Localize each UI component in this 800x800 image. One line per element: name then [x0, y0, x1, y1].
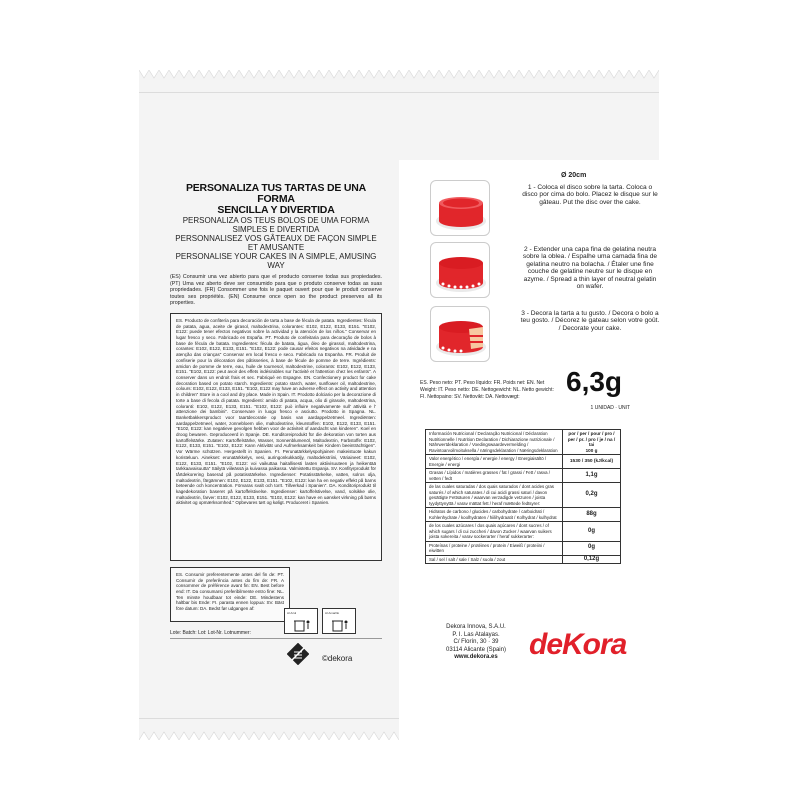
- nutrient-label: Grasas / Lípidos / matières grasses / fat / grassi / Fett / rasva / vetten / fedt: [426, 469, 563, 483]
- nutrient-label: de las cuales saturadas / dos quais saturados / dont acides gras saturés / of which saturates / di cui acidi grassi saturi / davon gesättigte Fettsäuren / waarvan verzadigde vetzuren / joista tyydyttynyttä / varav mättat fett / heraf mættede fedtsyrer:: [426, 483, 563, 508]
- bag-seam-top: [139, 92, 659, 93]
- nutrient-value: 1,1g: [563, 469, 621, 483]
- not-for-kids-icon: [287, 643, 309, 665]
- table-row: [426, 483, 621, 508]
- step-2-image: [430, 242, 490, 298]
- cake-icon: [431, 181, 490, 236]
- nutrition-header-value: [563, 430, 621, 455]
- nutrient-value: 0,12g: [563, 555, 621, 564]
- bin-icon: [293, 618, 311, 632]
- nutrient-label: Proteínas / proteine / protéines / protein / Eiweiß / proteiini / eiwitten: [426, 541, 563, 555]
- recycle-blue-label: Al Azul: [287, 611, 297, 615]
- table-row: [426, 541, 621, 555]
- nutrient-value: 88g: [563, 508, 621, 522]
- headline-pt-2: SIMPLES E DIVERTIDA: [232, 225, 320, 234]
- storage-claims: (ES) Consumir una vez abierto para que el producto conserve todas sus propiedades. (PT) Uma vez aberto deve ser consumido para que o produto conserve todas as suas propriedades. (FR) Consommer une fois le paquet ouvert pour que le produit conserve toutes ses propriétés. (EN) Consume once open so the product preserves all its properties.: [170, 274, 382, 307]
- size-tag: Ø 20cm: [561, 172, 587, 179]
- nutrient-value: 0g: [563, 541, 621, 555]
- nutrient-value: 1530 / 350 (kJ/kcal): [563, 455, 621, 469]
- nutrient-label: Hidratos de carbono / glucides / carbohydrate / carboidrati / Kohlenhydrate / koolhydraten / hiilihydraatit / Kolhydrat / kulhydrat: [426, 508, 563, 522]
- bag-zigzag-top: [139, 70, 659, 80]
- company-line-3: C/ Florín, 30 · 39: [453, 639, 499, 645]
- table-row: [426, 555, 621, 564]
- company-line-4: 03114 Alicante (Spain): [446, 646, 506, 653]
- nutrient-label: Sal / sel / salt / sale / Salz / suola / zout: [426, 555, 563, 564]
- company-website: www.dekora.es: [454, 654, 498, 660]
- instruction-step-3: [430, 306, 660, 366]
- dekora-logo: deKora: [529, 628, 627, 661]
- copyright: ©dekora: [322, 654, 353, 663]
- nutrient-label: de los cuales azúcares / dos quais açúcares / dont sucres / of which sugars / di cui zuccheri / davon Zucker / waarvan suikers joista sokereita / varav sockerarter / heraf sukkerarter:: [426, 522, 563, 542]
- step-2-text: 2 - Extender una capa fina de gelatina neutra sobre la oblea. / Espalhe uma camada fina de gelatina neutro na bolacha. / Étaler une fine couche de gelatine neutre sur le disque en azyme. / Spread a thin layer of neutral gelatin on wafer.: [522, 246, 658, 291]
- nutrition-header-label: Información Nutricional / Declaração Nutricional / Déclaration Nutritionnelle / Nutrition Declaration / Dichiarazione nutrizionale / Nährwertdeklaration / Voedingswaardevermelding / Ravintoarvoilmoituksella / näringsdeklaration / Næringsdeklaration: [429, 431, 558, 453]
- table-row: [426, 455, 621, 469]
- cake-icon: [431, 243, 490, 298]
- headline-es-1: PERSONALIZA TUS TARTAS DE UNA FORMA: [185, 182, 367, 205]
- company-name: Dekora Innova, S.A.U.: [446, 624, 506, 630]
- step-3-image: [430, 306, 490, 362]
- company-address: [431, 624, 521, 662]
- best-before-box: ES. Consumir preferentemente antes del fin de: PT. Consumir de preferência antes do fim de: FR. A consommer de préférence avant fin: EN. Best before end: IT. Da consumarsi preferibilmente entro fine: NL. Ten minste houdbaar tot einde: DE. Mindestens haltbar bis Ende: FI. parasta ennen loppua: SV. Bäst före datum: DA. Bedst før udgangen af:: [170, 567, 290, 622]
- headline-es-2: SENCILLA Y DIVERTIDA: [217, 204, 335, 216]
- recycle-icons: [284, 608, 356, 634]
- headline-pt-1: PERSONALIZA OS TEUS BOLOS DE UMA FORMA: [182, 216, 370, 225]
- table-row: [426, 522, 621, 542]
- table-row: [426, 508, 621, 522]
- step-1-text: 1 - Coloca el disco sobre la tarta. Coloca o disco por cima do bolo. Placez le disque sur le gâteau. Put the disc over the cake.: [522, 184, 658, 206]
- headline-en: PERSONALISE YOUR CAKES IN A SIMPLE, AMUSING WAY: [175, 252, 377, 270]
- nutrition-header-per: por / per / pour / pro / per / pr. / pro / je / na / tai: [567, 431, 616, 447]
- nutrient-label: Valor energético / energía / energie / energy / Energiaisältö / Energie / energi: [426, 455, 563, 469]
- net-weight-value: 6,3g: [566, 366, 623, 397]
- nutrient-value: 0g: [563, 522, 621, 542]
- unit-label: 1 UNIDAD · UNIT: [590, 405, 630, 411]
- recycle-blue-icon: [284, 608, 318, 634]
- instruction-step-1: [430, 180, 658, 240]
- instruction-step-2: [430, 242, 658, 302]
- nutrient-value: 0,2g: [563, 483, 621, 508]
- headline-fr: PERSONNALISEZ VOS GÂTEAUX DE FAÇON SIMPLE ET AMUSANTE: [175, 234, 377, 252]
- lot-label: Lote: Batch: Lot: Lot-Nr. Lotnummer:: [170, 629, 251, 636]
- net-weight-text: ES. Peso neto: PT. Peso líquido: FR. Poids net: EN. Net Weight: IT. Peso netto: DE. Nettogewicht: NL. Netto gewicht: FI. Nettopaino: SV. Nettovikt: DA. Nettovægt:: [420, 380, 554, 400]
- nutrition-header-amount: 100 g: [585, 447, 598, 453]
- ingredients-box: ES. Producto de confitería para decoración de tarta a base de fécula de patata. Ingredientes: fécula de patata, agua, aceite de girasol, maltodextrina, colorantes: E102, E122, E133, E151. "E102, E122: puede tener efectos negativos sobre la actividad y la atención de los niños." Conservar en lugar fresco y seco. Fabricado en España. PT. Produto de confeitaria para decoração de bolos à base de fécula de batata. Ingredientes: fécula de batata, água, óleo de girassol, maltodextrina, corantes: E102, E122, E133, E151. "E102, E122: pode causar efeitos negativos na atividade e na atenção das crianças" Conservar em local fresco e seco. Fabricado na Espanha. FR. Produit de confiserie pour la décoration des pâtisseries, à base de fécule de pomme de terre. Ingrédients: amidon de pomme de terre, eau, huile de tournesol, maltodextrine, colorants: E102, E122, E133, E151. "E102, E122: peut avoir des effets indésirables sur l'activité et l'attention chez les enfants". A conserver dans un endroit frais et sec. Fabriqué en Espagne. EN. Confectionery product for cake decoration based on potato starch. Ingredients: potato starch, water, sunflower oil, maltodextrine, colours: E102, E122, E133, E151. "E102, E122 may have an adverse effect on activity and attention in children" Store in a cool and dry place. Made in Spain. IT. Prodotto dolciario per la decorazione di torte a base di fecola di patata. Ingredienti: amido di patata, acqua, olio di girasole, maltodestrina, coloranti: E102, E122, E133, E151. "E102, E122: può influire negativamente sull' attività e l' attenzione dei bambini". Conservare in luogo fresco e asciutto. Prodotto in Spagna. NL. Banketbakkersproduct voor taartdecoratie op basis van aardappelzetmeel. Ingrediënten: aardappelzetmeel, water, zonnebloem olie, maltodextrine, kleurstoffen: E102, E122, E133, E151. "E102, E122: kan negatieve gevolgen hebben voor de activiteit of aandacht van kinderen". Koel en droog bewaren. Geproduceerd in Spanje. DE. Konditoreiprodukt für die dekoration von torten aus kartoffelstärke. Zutaten: Kartoffelstärke, Wasser, Sonnenblumenöl, Maltodextrin, Farbstoffe: E102, E122, E133, E151. "E102, E122: Kann Aktivität und Aufmerksamkeit bei Kindern beeinträchtigen". Vor Wärme schützen. Hergestellt in Spanien. FI. Perunatärkkelyspohjainen makeistuote kakun koristeluun. Ainekset: erunatärkkelys, vesi, auringonkukkaöljy, maltodekstriini, Väriaineet: E102, E122, E133, E151. "E102, E122: voi vaikuttaa haitallisesti lasten aktiivisuuteen ja heikentää tarkkaavaisuutta" Säilytä viileässä ja kuivassa paikassa. Valmistettu Espanja. SV. Konfityrprodukt för tårtdekorering baserad på potatisstärkelse. Ingredienser: Potatisstärkelse, vatten, solros olja, maltodextrin, färgämnen: E102, E122, E133, E151. "E102, E122: kan ha en negativ effekt på barns beteende och koncentration. Förvaras svalt och torrt. Tillverkad i Spanien". DA. Konditoriprodukt til kagedekoration baseret på kartoffelstivelse. Ingredienser: kartoffelstivelse, vand, solsikke olie, maltodextrin, farver: E102, E122, E133, E151. "E102, E122: kan have en uønsket virkning på børns aktivitet og opmærksomhed." Opbevares tørt og køligt. Produceret i Spanien.: [170, 313, 382, 561]
- step-1-image: [430, 180, 490, 236]
- lot-line: [170, 638, 382, 639]
- recycle-yellow-label: Al Amarillo: [325, 611, 340, 615]
- nutrition-header-row: [426, 430, 621, 455]
- bin-icon: [331, 618, 349, 632]
- table-row: [426, 469, 621, 483]
- cake-slice-icon: [431, 307, 490, 362]
- recycle-yellow-icon: [322, 608, 356, 634]
- nutrition-table: [425, 429, 621, 564]
- step-3-text: 3 - Decora la tarta a tu gusto. / Decora o bolo a teu gosto. / Décorez le gateau selon votre goût. / Decorate your cake.: [520, 310, 660, 332]
- company-line-2: P. I. Las Atalayas.: [452, 631, 500, 638]
